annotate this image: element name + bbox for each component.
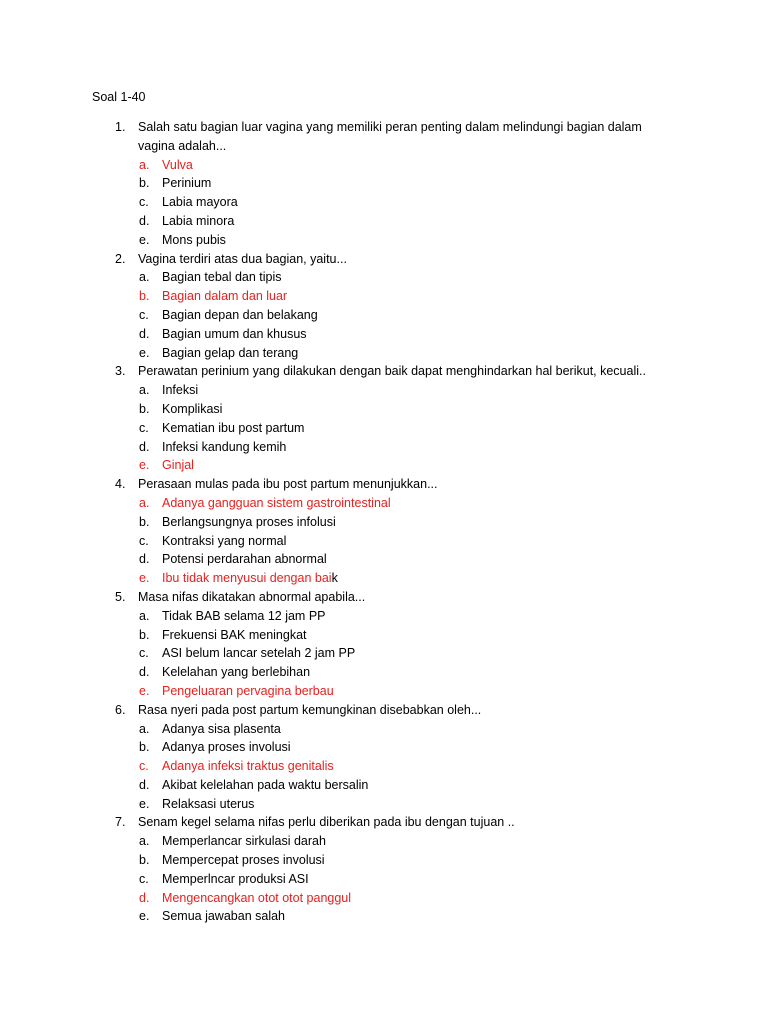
option-text: Infeksi: [162, 383, 199, 398]
option-letter: d.: [139, 552, 150, 567]
option-letter: e.: [139, 232, 150, 247]
answer-option: [0, 832, 768, 851]
option-letter: d.: [139, 665, 150, 680]
option-text-tail: k: [331, 571, 338, 586]
question-row: [0, 813, 768, 832]
option-text: Kontraksi yang normal: [162, 533, 287, 548]
option-text: Ginjal: [162, 458, 194, 473]
option-letter: c.: [139, 420, 149, 435]
question-item: [0, 813, 768, 926]
option-text: Infeksi kandung kemih: [162, 439, 287, 454]
option-text: Labia minora: [162, 213, 235, 228]
answer-options: [0, 268, 768, 362]
answer-option: [0, 720, 768, 739]
option-letter: d.: [139, 890, 150, 905]
option-letter: a.: [139, 495, 150, 510]
question-text: Rasa nyeri pada post partum kemungkinan disebabkan oleh...: [138, 702, 482, 717]
option-text: Labia mayora: [162, 195, 238, 210]
option-text: Potensi perdarahan abnormal: [162, 552, 327, 567]
answer-option: [0, 212, 768, 231]
option-letter: c.: [139, 195, 149, 210]
answer-options: [0, 494, 768, 588]
question-text: Perasaan mulas pada ibu post partum menunjukkan...: [138, 477, 438, 492]
option-letter: a.: [139, 157, 150, 172]
option-text: Semua jawaban salah: [162, 909, 285, 924]
answer-options: [0, 720, 768, 814]
answer-option-correct: [0, 569, 768, 588]
option-text: Vulva: [162, 157, 193, 172]
question-number: 7.: [115, 815, 126, 830]
answer-option: [0, 532, 768, 551]
option-text: Adanya infeksi traktus genitalis: [162, 759, 334, 774]
question-number: 2.: [115, 251, 126, 266]
question-number: 6.: [115, 702, 126, 717]
option-letter: a.: [139, 721, 150, 736]
answer-option: [0, 907, 768, 926]
option-text: Tidak BAB selama 12 jam PP: [162, 608, 326, 623]
option-text: Mempercepat proses involusi: [162, 853, 325, 868]
option-text: ASI belum lancar setelah 2 jam PP: [162, 646, 356, 661]
answer-options: [0, 156, 768, 250]
question-text: Senam kegel selama nifas perlu diberikan pada ibu dengan tujuan ..: [138, 815, 515, 830]
option-letter: d.: [139, 213, 150, 228]
answer-option: [0, 174, 768, 193]
option-letter: c.: [139, 307, 149, 322]
question-list: [0, 118, 768, 926]
document-title: Soal 1-40: [92, 90, 146, 104]
option-letter: b.: [139, 514, 150, 529]
option-letter: a.: [139, 270, 150, 285]
answer-option-correct: [0, 889, 768, 908]
option-text: Adanya sisa plasenta: [162, 721, 281, 736]
option-letter: e.: [139, 571, 150, 586]
question-number: 4.: [115, 477, 126, 492]
option-text: Memperlncar produksi ASI: [162, 871, 309, 886]
option-text: Memperlancar sirkulasi darah: [162, 834, 326, 849]
option-letter: e.: [139, 458, 150, 473]
option-letter: e.: [139, 796, 150, 811]
option-letter: c.: [139, 646, 149, 661]
question-row: [0, 250, 768, 269]
option-letter: a.: [139, 834, 150, 849]
answer-option: [0, 344, 768, 363]
option-letter: d.: [139, 326, 150, 341]
option-text: Bagian depan dan belakang: [162, 307, 318, 322]
option-letter: e.: [139, 683, 150, 698]
answer-option: [0, 738, 768, 757]
option-text: Akibat kelelahan pada waktu bersalin: [162, 777, 369, 792]
answer-option: [0, 644, 768, 663]
option-text: Kelelahan yang berlebihan: [162, 665, 311, 680]
question-row: [0, 118, 768, 156]
option-letter: b.: [139, 176, 150, 191]
option-letter: e.: [139, 909, 150, 924]
answer-option: [0, 663, 768, 682]
option-letter: c.: [139, 871, 149, 886]
answer-option: [0, 268, 768, 287]
answer-option-correct: [0, 456, 768, 475]
question-item: [0, 118, 768, 250]
answer-option: [0, 513, 768, 532]
answer-option: [0, 193, 768, 212]
question-text: Masa nifas dikatakan abnormal apabila...: [138, 589, 366, 604]
question-item: [0, 250, 768, 363]
answer-options: [0, 832, 768, 926]
option-text: Berlangsungnya proses infolusi: [162, 514, 336, 529]
option-letter: b.: [139, 853, 150, 868]
answer-option: [0, 400, 768, 419]
option-letter: b.: [139, 740, 150, 755]
answer-option-correct: [0, 682, 768, 701]
option-text: Ibu tidak menyusui dengan bai: [162, 571, 332, 586]
answer-option: [0, 306, 768, 325]
question-text: Vagina terdiri atas dua bagian, yaitu...: [138, 251, 347, 266]
answer-option: [0, 851, 768, 870]
question-text: Salah satu bagian luar vagina yang memiliki peran penting dalam melindungi bagian dalam vagina adalah...: [138, 120, 642, 153]
answer-option: [0, 325, 768, 344]
option-text: Bagian tebal dan tipis: [162, 270, 282, 285]
question-item: [0, 362, 768, 475]
option-letter: b.: [139, 289, 150, 304]
answer-option: [0, 550, 768, 569]
option-letter: c.: [139, 759, 149, 774]
option-text: Kematian ibu post partum: [162, 420, 305, 435]
option-letter: a.: [139, 383, 150, 398]
question-item: [0, 475, 768, 588]
question-row: [0, 362, 768, 381]
answer-option: [0, 419, 768, 438]
question-item: [0, 588, 768, 701]
option-letter: d.: [139, 439, 150, 454]
answer-option: [0, 231, 768, 250]
option-text: Bagian umum dan khusus: [162, 326, 307, 341]
answer-option: [0, 381, 768, 400]
option-letter: c.: [139, 533, 149, 548]
option-text: Adanya proses involusi: [162, 740, 291, 755]
answer-option: [0, 776, 768, 795]
question-number: 5.: [115, 589, 126, 604]
option-letter: a.: [139, 608, 150, 623]
answer-option: [0, 438, 768, 457]
answer-options: [0, 381, 768, 475]
answer-option-correct: [0, 156, 768, 175]
option-text: Pengeluaran pervagina berbau: [162, 683, 334, 698]
question-number: 1.: [115, 120, 126, 134]
question-number: 3.: [115, 364, 126, 379]
option-letter: d.: [139, 777, 150, 792]
option-letter: e.: [139, 345, 150, 360]
answer-option: [0, 626, 768, 645]
question-text: Perawatan perinium yang dilakukan dengan baik dapat menghindarkan hal berikut, kecuali..: [138, 364, 646, 379]
answer-option-correct: [0, 757, 768, 776]
option-text: Adanya gangguan sistem gastrointestinal: [162, 495, 391, 510]
answer-option: [0, 607, 768, 626]
answer-option: [0, 870, 768, 889]
question-row: [0, 701, 768, 720]
option-letter: b.: [139, 401, 150, 416]
answer-option-correct: [0, 287, 768, 306]
option-text: Relaksasi uterus: [162, 796, 255, 811]
answer-options: [0, 607, 768, 701]
option-text: Mons pubis: [162, 232, 226, 247]
question-row: [0, 588, 768, 607]
option-text: Mengencangkan otot otot panggul: [162, 890, 352, 905]
option-text: Frekuensi BAK meningkat: [162, 627, 307, 642]
question-item: [0, 701, 768, 814]
answer-option-correct: [0, 494, 768, 513]
question-row: [0, 475, 768, 494]
option-text: Perinium: [162, 176, 212, 191]
option-text: Bagian dalam dan luar: [162, 289, 288, 304]
answer-option: [0, 795, 768, 814]
option-text: Komplikasi: [162, 401, 223, 416]
option-text: Bagian gelap dan terang: [162, 345, 299, 360]
option-letter: b.: [139, 627, 150, 642]
